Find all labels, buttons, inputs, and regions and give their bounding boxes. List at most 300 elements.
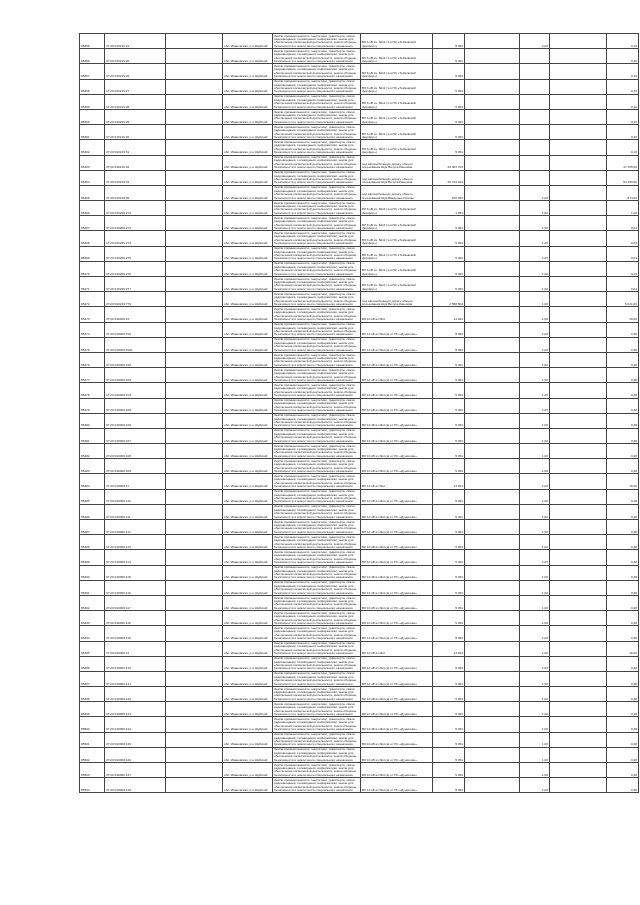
empty-cell bbox=[550, 368, 607, 383]
empty-cell bbox=[465, 64, 520, 79]
area-cell: 23 363 703 bbox=[433, 155, 465, 170]
coefficient-cell: 1,00 bbox=[520, 277, 550, 292]
row-number: 85466 bbox=[80, 201, 105, 216]
object-cell: ВЛ 10 кВ яч.№4 (а) от ПС «Дуниловo» bbox=[361, 489, 433, 504]
region-cell: обл. Ивановская, р-н Шуйский bbox=[223, 292, 273, 307]
coefficient-cell: 1,00 bbox=[520, 520, 550, 535]
coefficient-cell: 1,00 bbox=[520, 201, 550, 216]
coefficient-cell: 1,00 bbox=[520, 444, 550, 459]
empty-cell bbox=[465, 170, 520, 185]
row-number: 85479 bbox=[80, 398, 105, 413]
coefficient-cell: 1,00 bbox=[520, 641, 550, 656]
cadastral-number: 37:20:010000:106 bbox=[105, 413, 166, 428]
area-cell: 5 454 bbox=[433, 459, 465, 474]
cadastral-number: 37:20:010000:12 bbox=[105, 641, 166, 656]
table-row bbox=[80, 277, 639, 292]
row-number: 85486 bbox=[80, 504, 105, 519]
table-row bbox=[80, 170, 639, 185]
row-number: 85472 bbox=[80, 292, 105, 307]
table-row bbox=[80, 459, 639, 474]
empty-cell bbox=[550, 34, 607, 49]
land-category-cell: Земли промышленности, энергетики, транспорта, связи, радиовещания, телевидения, информатики, земли для обеспечения космической деятельности, земли обороны, безопасности и земли иного специального назначения bbox=[273, 687, 361, 702]
row-number: 85489 bbox=[80, 550, 105, 565]
table-row bbox=[80, 140, 639, 155]
cadastral-number: 37:20:010000:114 bbox=[105, 550, 166, 565]
empty-cell bbox=[465, 580, 520, 595]
cadastral-number: 37:20:010000:120 bbox=[105, 656, 166, 671]
object-cell: под автомобильную дорогу общего пользования Шуя-Вичуга-Кинешма bbox=[361, 170, 433, 185]
empty-cell bbox=[166, 489, 223, 504]
land-category-cell: Земли промышленности, энергетики, транспорта, связи, радиовещания, телевидения, информатики, земли для обеспечения космической деятельности, земли обороны, безопасности и земли иного специального назначения bbox=[273, 170, 361, 185]
object-cell: ВЛ 10 кВ яч.№4 (а) от ПС «Дуниловo» bbox=[361, 580, 433, 595]
value-cell: 0,48 bbox=[607, 717, 639, 732]
empty-cell bbox=[166, 702, 223, 717]
object-cell: ВЛ 10 кВ яч.№4 (а) от ПС «Дуниловo» bbox=[361, 520, 433, 535]
empty-cell bbox=[166, 49, 223, 64]
value-cell: 5 021,00 bbox=[607, 292, 639, 307]
cadastral-number: 37:20:010000:110 bbox=[105, 489, 166, 504]
value-cell: 0,04 bbox=[607, 216, 639, 231]
object-cell: ВЛ 6 кВ яч. №11 (1-я ПС «Тейковский форфор») bbox=[361, 231, 433, 246]
empty-cell bbox=[465, 611, 520, 626]
empty-cell bbox=[166, 79, 223, 94]
row-number: 85458 bbox=[80, 79, 105, 94]
land-category-cell: Земли промышленности, энергетики, транспорта, связи, радиовещания, телевидения, информатики, земли для обеспечения космической деятельности, земли обороны, безопасности и земли иного специального назначения bbox=[273, 261, 361, 276]
empty-cell bbox=[550, 444, 607, 459]
land-category-cell: Земли промышленности, энергетики, транспорта, связи, радиовещания, телевидения, информатики, земли для обеспечения космической деятельности, земли обороны, безопасности и земли иного специального назначения bbox=[273, 535, 361, 550]
value-cell: 0,48 bbox=[607, 504, 639, 519]
empty-cell bbox=[550, 717, 607, 732]
cadastral-number: 37:20:010219:29 bbox=[105, 109, 166, 124]
region-cell: обл. Ивановская, р-н Шуйский bbox=[223, 352, 273, 367]
cadastral-number: 37:20:010000:108 bbox=[105, 444, 166, 459]
region-cell: обл. Ивановская, р-н Шуйский bbox=[223, 49, 273, 64]
area-cell: 5 454 bbox=[433, 322, 465, 337]
empty-cell bbox=[550, 246, 607, 261]
land-category-cell: Земли промышленности, энергетики, транспорта, связи, радиовещания, телевидения, информатики, земли для обеспечения космической деятельности, земли обороны, безопасности и земли иного специального назначения bbox=[273, 717, 361, 732]
object-cell: ВЛ 6 кВ яч. №11 (1-я ПС «Тейковский форфор») bbox=[361, 64, 433, 79]
empty-cell bbox=[166, 580, 223, 595]
cadastral-number: 37:20:010000:121 bbox=[105, 671, 166, 686]
row-number: 85493 bbox=[80, 611, 105, 626]
empty-cell bbox=[465, 732, 520, 747]
empty-cell bbox=[166, 307, 223, 322]
object-cell: ВЛ 6 кВ яч. №11 (1-я ПС «Тейковский форфор») bbox=[361, 261, 433, 276]
empty-cell bbox=[166, 246, 223, 261]
row-number: 85469 bbox=[80, 246, 105, 261]
empty-cell bbox=[465, 140, 520, 155]
empty-cell bbox=[166, 155, 223, 170]
area-cell: 5 454 bbox=[433, 489, 465, 504]
coefficient-cell: 1,00 bbox=[520, 398, 550, 413]
cadastral-number: 37:20:010000:109 bbox=[105, 459, 166, 474]
row-number: 85503 bbox=[80, 763, 105, 778]
empty-cell bbox=[550, 550, 607, 565]
area-cell: 5 454 bbox=[433, 337, 465, 352]
region-cell: обл. Ивановская, р-н Шуйский bbox=[223, 595, 273, 610]
empty-cell bbox=[550, 474, 607, 489]
region-cell: обл. Ивановская, р-н Шуйский bbox=[223, 155, 273, 170]
table-row bbox=[80, 687, 639, 702]
cadastral-number: 37:20:010000:1001 bbox=[105, 337, 166, 352]
row-number: 85478 bbox=[80, 383, 105, 398]
empty-cell bbox=[166, 747, 223, 762]
land-category-cell: Земли промышленности, энергетики, транспорта, связи, радиовещания, телевидения, информатики, земли для обеспечения космической деятельности, земли обороны, безопасности и земли иного специального назначения bbox=[273, 322, 361, 337]
land-category-cell: Земли промышленности, энергетики, транспорта, связи, радиовещания, телевидения, информатики, земли для обеспечения космической деятельности, земли обороны, безопасности и земли иного специального назначения bbox=[273, 307, 361, 322]
cadastral-number: 37:20:010000:118 bbox=[105, 611, 166, 626]
coefficient-cell: 1,00 bbox=[520, 368, 550, 383]
row-number: 85500 bbox=[80, 717, 105, 732]
value-cell: 1,00 bbox=[607, 201, 639, 216]
empty-cell bbox=[550, 504, 607, 519]
empty-cell bbox=[550, 398, 607, 413]
object-cell: ВЛ 10 кВ яч.№4 (а) от ПС «Дуниловo» bbox=[361, 565, 433, 580]
empty-cell bbox=[550, 216, 607, 231]
object-cell: ВЛ 10 кВ яч.№4 (а) от ПС «Дуниловo» bbox=[361, 535, 433, 550]
cadastral-number: 37:20:010000:119 bbox=[105, 626, 166, 641]
empty-cell bbox=[550, 565, 607, 580]
area-cell: 5 454 bbox=[433, 125, 465, 140]
area-cell: 2 558 504 bbox=[433, 292, 465, 307]
empty-cell bbox=[465, 261, 520, 276]
table-row bbox=[80, 34, 639, 49]
object-cell: под автомобильную дорогу общего пользования Шуя-Вичуга-Кинешма bbox=[361, 155, 433, 170]
land-category-cell: Земли промышленности, энергетики, транспорта, связи, радиовещания, телевидения, информатики, земли для обеспечения космической деятельности, земли обороны, безопасности и земли иного специального назначения bbox=[273, 671, 361, 686]
land-category-cell: Земли промышленности, энергетики, транспорта, связи, радиовещания, телевидения, информатики, земли для обеспечения космической деятельности, земли обороны, безопасности и земли иного специального назначения bbox=[273, 125, 361, 140]
row-number: 85483 bbox=[80, 459, 105, 474]
value-cell: 0,48 bbox=[607, 778, 639, 793]
empty-cell bbox=[465, 520, 520, 535]
empty-cell bbox=[550, 641, 607, 656]
empty-cell bbox=[465, 155, 520, 170]
empty-cell bbox=[550, 307, 607, 322]
land-category-cell: Земли промышленности, энергетики, транспорта, связи, радиовещания, телевидения, информатики, земли для обеспечения космической деятельности, земли обороны, безопасности и земли иного специального назначения bbox=[273, 231, 361, 246]
empty-cell bbox=[465, 231, 520, 246]
empty-cell bbox=[166, 732, 223, 747]
coefficient-cell bbox=[520, 79, 550, 94]
area-cell: 26 723 224 bbox=[433, 170, 465, 185]
land-category-cell: Земли промышленности, энергетики, транспорта, связи, радиовещания, телевидения, информатики, земли для обеспечения космической деятельности, земли обороны, безопасности и земли иного специального назначения bbox=[273, 656, 361, 671]
land-category-cell: Земли промышленности, энергетики, транспорта, связи, радиовещания, телевидения, информатики, земли для обеспечения космической деятельности, земли обороны, безопасности и земли иного специального назначения bbox=[273, 611, 361, 626]
area-cell: 13 024 bbox=[433, 474, 465, 489]
value-cell: 0,04 bbox=[607, 261, 639, 276]
empty-cell bbox=[166, 459, 223, 474]
object-cell: ВЛ 10 кВ яч.№4 (а) от ПС «Дуниловo» bbox=[361, 398, 433, 413]
coefficient-cell: 1,00 bbox=[520, 185, 550, 200]
table-row bbox=[80, 352, 639, 367]
table-row bbox=[80, 383, 639, 398]
empty-cell bbox=[166, 140, 223, 155]
value-cell: 0,10 bbox=[607, 109, 639, 124]
region-cell: обл. Ивановская, р-н Шуйский bbox=[223, 520, 273, 535]
empty-cell bbox=[465, 292, 520, 307]
value-cell: 54 359,00 bbox=[607, 170, 639, 185]
cadastral-number: 37:20:010219:26 bbox=[105, 64, 166, 79]
land-category-cell: Земли промышленности, энергетики, транспорта, связи, радиовещания, телевидения, информатики, земли для обеспечения космической деятельности, земли обороны, безопасности и земли иного специального назначения bbox=[273, 79, 361, 94]
table-row bbox=[80, 413, 639, 428]
empty-cell bbox=[465, 489, 520, 504]
table-row bbox=[80, 337, 639, 352]
area-cell: 5 454 bbox=[433, 140, 465, 155]
area-cell: 5 454 bbox=[433, 687, 465, 702]
empty-cell bbox=[465, 459, 520, 474]
land-category-cell: Земли промышленности, энергетики, транспорта, связи, радиовещания, телевидения, информатики, земли для обеспечения космической деятельности, земли обороны, безопасности и земли иного специального назначения bbox=[273, 428, 361, 443]
empty-cell bbox=[465, 368, 520, 383]
table-row bbox=[80, 398, 639, 413]
empty-cell bbox=[166, 778, 223, 793]
row-number: 85457 bbox=[80, 64, 105, 79]
value-cell: 0,48 bbox=[607, 368, 639, 383]
object-cell: ВЛ 6 кВ яч. №11 (1-я ПС «Тейковский форфор») bbox=[361, 49, 433, 64]
coefficient-cell bbox=[520, 109, 550, 124]
table-row bbox=[80, 428, 639, 443]
region-cell: обл. Ивановская, р-н Шуйский bbox=[223, 489, 273, 504]
table-row bbox=[80, 155, 639, 170]
land-category-cell: Земли промышленности, энергетики, транспорта, связи, радиовещания, телевидения, информатики, земли для обеспечения космической деятельности, земли обороны, безопасности и земли иного специального назначения bbox=[273, 504, 361, 519]
coefficient-cell: 1,00 bbox=[520, 216, 550, 231]
area-cell: 5 454 bbox=[433, 261, 465, 276]
coefficient-cell: 1,00 bbox=[520, 307, 550, 322]
land-category-cell: Земли промышленности, энергетики, транспорта, связи, радиовещания, телевидения, информатики, земли для обеспечения космической деятельности, земли обороны, безопасности и земли иного специального назначения bbox=[273, 185, 361, 200]
empty-cell bbox=[166, 383, 223, 398]
land-category-cell: Земли промышленности, энергетики, транспорта, связи, радиовещания, телевидения, информатики, земли для обеспечения космической деятельности, земли обороны, безопасности и земли иного специального назначения bbox=[273, 383, 361, 398]
empty-cell bbox=[550, 535, 607, 550]
cadastral-number: 37:20:010000:112 bbox=[105, 520, 166, 535]
empty-cell bbox=[550, 94, 607, 109]
empty-cell bbox=[465, 413, 520, 428]
coefficient-cell bbox=[520, 140, 550, 155]
value-cell: 0,10 bbox=[607, 64, 639, 79]
empty-cell bbox=[550, 428, 607, 443]
land-category-cell: Земли промышленности, энергетики, транспорта, связи, радиовещания, телевидения, информатики, земли для обеспечения космической деятельности, земли обороны, безопасности и земли иного специального назначения bbox=[273, 352, 361, 367]
object-cell: ВЛ 10 кВ яч.№4 (а) от ПС «Дуниловo» bbox=[361, 763, 433, 778]
coefficient-cell: 1,00 bbox=[520, 489, 550, 504]
object-cell: ВЛ 10 кВ яч.№4 (а) от ПС «Дуниловo» bbox=[361, 656, 433, 671]
region-cell: обл. Ивановская, р-н Шуйский bbox=[223, 261, 273, 276]
empty-cell bbox=[465, 626, 520, 641]
empty-cell bbox=[550, 322, 607, 337]
row-number: 85496 bbox=[80, 656, 105, 671]
land-category-cell: Земли промышленности, энергетики, транспорта, связи, радиовещания, телевидения, информатики, земли для обеспечения космической деятельности, земли обороны, безопасности и земли иного специального назначения bbox=[273, 246, 361, 261]
table-body bbox=[80, 34, 639, 793]
value-cell: 0,48 bbox=[607, 398, 639, 413]
table-row bbox=[80, 717, 639, 732]
value-cell: 0,10 bbox=[607, 34, 639, 49]
row-number: 85464 bbox=[80, 170, 105, 185]
empty-cell bbox=[550, 626, 607, 641]
coefficient-cell: 1,00 bbox=[520, 611, 550, 626]
table-row bbox=[80, 231, 639, 246]
value-cell: 0,48 bbox=[607, 671, 639, 686]
empty-cell bbox=[166, 520, 223, 535]
coefficient-cell: 1,00 bbox=[520, 580, 550, 595]
cadastral-number: 37:20:010206:273 bbox=[105, 216, 166, 231]
object-cell: ВЛ 10 кВ яч.№4 (а) от ПС «Дуниловo» bbox=[361, 368, 433, 383]
row-number: 85491 bbox=[80, 580, 105, 595]
coefficient-cell: 1,00 bbox=[520, 595, 550, 610]
empty-cell bbox=[465, 474, 520, 489]
object-cell: ВЛ 10 кВ яч.№4 (а) от ПС «Дуниловo» bbox=[361, 611, 433, 626]
cadastral-number: 37:20:010206:275 bbox=[105, 246, 166, 261]
area-cell: 5 454 bbox=[433, 580, 465, 595]
empty-cell bbox=[465, 246, 520, 261]
coefficient-cell: 2,00 bbox=[520, 34, 550, 49]
value-cell: 0,48 bbox=[607, 763, 639, 778]
area-cell: 1 954 bbox=[433, 201, 465, 216]
row-number: 85473 bbox=[80, 307, 105, 322]
object-cell: ВЛ 10 кВ яч.№4 bbox=[361, 307, 433, 322]
empty-cell bbox=[550, 64, 607, 79]
object-cell: ВЛ 10 кВ яч.№4 bbox=[361, 641, 433, 656]
table-row bbox=[80, 535, 639, 550]
empty-cell bbox=[550, 231, 607, 246]
empty-cell bbox=[166, 474, 223, 489]
value-cell: 0,48 bbox=[607, 444, 639, 459]
land-category-cell: Земли промышленности, энергетики, транспорта, связи, радиовещания, телевидения, информатики, земли для обеспечения космической деятельности, земли обороны, безопасности и земли иного специального назначения bbox=[273, 398, 361, 413]
empty-cell bbox=[166, 611, 223, 626]
land-category-cell: Земли промышленности, энергетики, транспорта, связи, радиовещания, телевидения, информатики, земли для обеспечения космической деятельности, земли обороны, безопасности и земли иного специального назначения bbox=[273, 337, 361, 352]
empty-cell bbox=[465, 307, 520, 322]
cadastral-number: 37:20:010000:111 bbox=[105, 504, 166, 519]
row-number: 85490 bbox=[80, 565, 105, 580]
empty-cell bbox=[550, 732, 607, 747]
empty-cell bbox=[550, 125, 607, 140]
cadastral-number: 37:20:010000:107 bbox=[105, 428, 166, 443]
table-row bbox=[80, 474, 639, 489]
area-cell: 5 454 bbox=[433, 277, 465, 292]
area-cell: 5 454 bbox=[433, 79, 465, 94]
object-cell: ВЛ 10 кВ яч.№4 (а) от ПС «Дуниловo» bbox=[361, 383, 433, 398]
row-number: 85465 bbox=[80, 185, 105, 200]
table-row bbox=[80, 641, 639, 656]
area-cell: 5 454 bbox=[433, 671, 465, 686]
value-cell: 0,10 bbox=[607, 49, 639, 64]
value-cell: 0,48 bbox=[607, 535, 639, 550]
cadastral-number: 37:20:010219:27 bbox=[105, 79, 166, 94]
empty-cell bbox=[465, 565, 520, 580]
empty-cell bbox=[465, 535, 520, 550]
empty-cell bbox=[166, 626, 223, 641]
empty-cell bbox=[550, 292, 607, 307]
cadastral-number: 37:20:010206:274 bbox=[105, 231, 166, 246]
table-row bbox=[80, 125, 639, 140]
value-cell: 0,04 bbox=[607, 231, 639, 246]
empty-cell bbox=[166, 201, 223, 216]
empty-cell bbox=[166, 550, 223, 565]
empty-cell bbox=[465, 550, 520, 565]
land-category-cell: Земли промышленности, энергетики, транспорта, связи, радиовещания, телевидения, информатики, земли для обеспечения космической деятельности, земли обороны, безопасности и земли иного специального назначения bbox=[273, 459, 361, 474]
coefficient-cell: 1,00 bbox=[520, 778, 550, 793]
area-cell: 5 454 bbox=[433, 778, 465, 793]
land-category-cell: Земли промышленности, энергетики, транспорта, связи, радиовещания, телевидения, информатики, земли для обеспечения космической деятельности, земли обороны, безопасности и земли иного специального назначения bbox=[273, 489, 361, 504]
empty-cell bbox=[465, 125, 520, 140]
value-cell: 16,00 bbox=[607, 474, 639, 489]
object-cell: ВЛ 10 кВ яч.№4 (а) от ПС «Дуниловo» bbox=[361, 550, 433, 565]
land-category-cell: Земли промышленности, энергетики, транспорта, связи, радиовещания, телевидения, информатики, земли для обеспечения космической деятельности, земли обороны, безопасности и земли иного специального назначения bbox=[273, 155, 361, 170]
empty-cell bbox=[550, 140, 607, 155]
coefficient-cell: 1,00 bbox=[520, 428, 550, 443]
row-number: 85474 bbox=[80, 322, 105, 337]
row-number: 85481 bbox=[80, 428, 105, 443]
cadastral-number: 37:20:010000:105 bbox=[105, 398, 166, 413]
object-cell: ВЛ 6 кВ яч. №11 (1-я ПС «Тейковский форфор») bbox=[361, 201, 433, 216]
land-category-cell: Земли промышленности, энергетики, транспорта, связи, радиовещания, телевидения, информатики, земли для обеспечения космической деятельности, земли обороны, безопасности и земли иного специального назначения bbox=[273, 140, 361, 155]
cadastral-table bbox=[79, 33, 639, 793]
table-row bbox=[80, 656, 639, 671]
empty-cell bbox=[465, 778, 520, 793]
value-cell: 0,48 bbox=[607, 413, 639, 428]
table-row bbox=[80, 79, 639, 94]
object-cell: ВЛ 10 кВ яч.№4 (а) от ПС «Дуниловo» bbox=[361, 413, 433, 428]
empty-cell bbox=[550, 611, 607, 626]
empty-cell bbox=[166, 322, 223, 337]
coefficient-cell: 1,00 bbox=[520, 231, 550, 246]
row-number: 85504 bbox=[80, 778, 105, 793]
object-cell: ВЛ 10 кВ яч.№4 (а) от ПС «Дуниловo» bbox=[361, 626, 433, 641]
object-cell: ВЛ 6 кВ яч. №11 (1-я ПС «Тейковский форфор») bbox=[361, 79, 433, 94]
empty-cell bbox=[465, 656, 520, 671]
table-row bbox=[80, 444, 639, 459]
region-cell: обл. Ивановская, р-н Шуйский bbox=[223, 702, 273, 717]
area-cell: 5 454 bbox=[433, 398, 465, 413]
empty-cell bbox=[166, 565, 223, 580]
object-cell: ВЛ 10 кВ яч.№4 (а) от ПС «Дуниловo» bbox=[361, 747, 433, 762]
object-cell: ВЛ 10 кВ яч.№4 (а) от ПС «Дуниловo» bbox=[361, 352, 433, 367]
land-category-cell: Земли промышленности, энергетики, транспорта, связи, радиовещания, телевидения, информатики, земли для обеспечения космической деятельности, земли обороны, безопасности и земли иного специального назначения bbox=[273, 444, 361, 459]
object-cell: под автомобильную дорогу общего пользования Шуя-Вичуга-Кинешма bbox=[361, 292, 433, 307]
object-cell: ВЛ 10 кВ яч.№4 (а) от ПС «Дуниловo» bbox=[361, 778, 433, 793]
empty-cell bbox=[166, 261, 223, 276]
table-row bbox=[80, 671, 639, 686]
table-row bbox=[80, 49, 639, 64]
document-page bbox=[79, 33, 637, 862]
table-row bbox=[80, 611, 639, 626]
region-cell: обл. Ивановская, р-н Шуйский bbox=[223, 671, 273, 686]
coefficient-cell bbox=[520, 170, 550, 185]
coefficient-cell: 1,00 bbox=[520, 763, 550, 778]
region-cell: обл. Ивановская, р-н Шуйский bbox=[223, 398, 273, 413]
cadastral-number: 37:20:010000:125 bbox=[105, 732, 166, 747]
value-cell: 0,48 bbox=[607, 459, 639, 474]
region-cell: обл. Ивановская, р-н Шуйский bbox=[223, 656, 273, 671]
table-row bbox=[80, 185, 639, 200]
region-cell: обл. Ивановская, р-н Шуйский bbox=[223, 125, 273, 140]
empty-cell bbox=[166, 413, 223, 428]
cadastral-number: 37:20:010000:127 bbox=[105, 763, 166, 778]
cadastral-number: 37:20:010000:123 bbox=[105, 702, 166, 717]
land-category-cell: Земли промышленности, энергетики, транспорта, связи, радиовещания, телевидения, информатики, земли для обеспечения космической деятельности, земли обороны, безопасности и земли иного специального назначения bbox=[273, 49, 361, 64]
empty-cell bbox=[465, 94, 520, 109]
coefficient-cell bbox=[520, 49, 550, 64]
object-cell: ВЛ 6 кВ яч. №11 (1-я ПС «Тейковский форфор») bbox=[361, 216, 433, 231]
row-number: 85461 bbox=[80, 125, 105, 140]
empty-cell bbox=[550, 277, 607, 292]
row-number: 85502 bbox=[80, 747, 105, 762]
empty-cell bbox=[166, 94, 223, 109]
region-cell: обл. Ивановская, р-н Шуйский bbox=[223, 428, 273, 443]
value-cell: 0,48 bbox=[607, 489, 639, 504]
land-category-cell: Земли промышленности, энергетики, транспорта, связи, радиовещания, телевидения, информатики, земли для обеспечения космической деятельности, земли обороны, безопасности и земли иного специального назначения bbox=[273, 550, 361, 565]
empty-cell bbox=[550, 687, 607, 702]
row-number: 85488 bbox=[80, 535, 105, 550]
cadastral-number: 37:20:010219:33 bbox=[105, 170, 166, 185]
row-number: 85475 bbox=[80, 337, 105, 352]
object-cell: ВЛ 10 кВ яч.№4 (а) от ПС «Дуниловo» bbox=[361, 444, 433, 459]
table-row bbox=[80, 626, 639, 641]
area-cell: 5 454 bbox=[433, 732, 465, 747]
region-cell: обл. Ивановская, р-н Шуйский bbox=[223, 337, 273, 352]
land-category-cell: Земли промышленности, энергетики, транспорта, связи, радиовещания, телевидения, информатики, земли для обеспечения космической деятельности, земли обороны, безопасности и земли иного специального назначения bbox=[273, 520, 361, 535]
